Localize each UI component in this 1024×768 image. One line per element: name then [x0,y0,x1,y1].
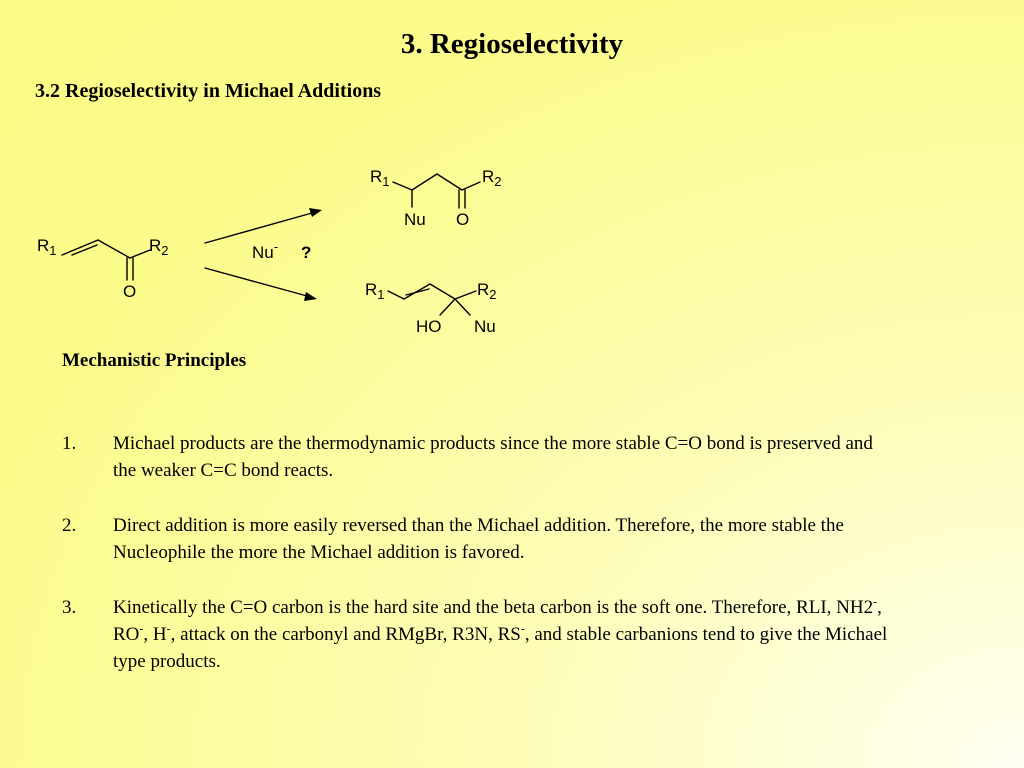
michael-nu: Nu [404,210,426,229]
direct-r1: $R_1$ [365,280,385,302]
text-segment: , H [143,624,167,645]
list-item-number: 1. [62,433,77,454]
list-item-text [113,594,888,672]
charge-superscript: - [873,594,878,609]
lower-arrow-line [205,268,307,296]
nucleophile-label: Nu- [252,239,279,262]
direct-nu: Nu [474,317,496,336]
list-item [62,512,892,566]
text-segment: , and stable carbanions tend to give the Michael type products. [113,624,888,672]
charge-superscript: - [139,621,144,636]
michael-r2: $R_2$ [482,167,502,189]
charge-superscript: - [166,621,171,636]
section-heading: Mechanistic Principles [62,350,247,371]
upper-arrow-line [205,213,312,243]
text-segment: , RO [113,597,882,645]
michael-oxygen: O [456,210,470,229]
list-item [62,430,892,484]
list-item-text: Michael products are the thermodynamic products since the more stable C=O bond is preserved and the weaker C=C bond reacts. [113,433,873,481]
direct-r2: $R_2$ [477,280,497,302]
reactant-bonds [62,240,150,280]
list-item-text: Direct addition is more easily reversed than the Michael addition. Therefore, the more stable the Nucleophile the more the Michael addition is favored. [113,515,844,563]
reactant-r1: $R_1$ [37,236,57,258]
reactant-r2: $R_2$ [149,236,169,258]
question-mark: ? [301,243,312,262]
charge-superscript: - [520,621,525,636]
direct-ho: HO [416,317,442,336]
list-item-number: 3. [62,597,77,618]
list-item-number: 2. [62,515,77,536]
principles-list [62,430,892,703]
text-segment: Kinetically the C=O carbon is the hard site and the beta carbon is the soft one. Therefore, RLI, NH2 [113,597,874,618]
michael-product-bonds [393,174,480,208]
michael-r1: $R_1$ [370,167,390,189]
list-item [62,594,892,675]
reactant-oxygen: O [123,282,137,301]
section-subtitle: 3.2 Regioselectivity in Michael Additions [35,80,382,102]
direct-product-bonds [388,284,476,315]
page-title: 3. Regioselectivity [400,28,624,60]
reaction-scheme [0,0,1024,345]
lower-arrowhead-icon [304,292,317,301]
text-segment: , attack on the carbonyl and RMgBr, R3N, RS [170,624,521,645]
upper-arrowhead-icon [309,208,322,217]
